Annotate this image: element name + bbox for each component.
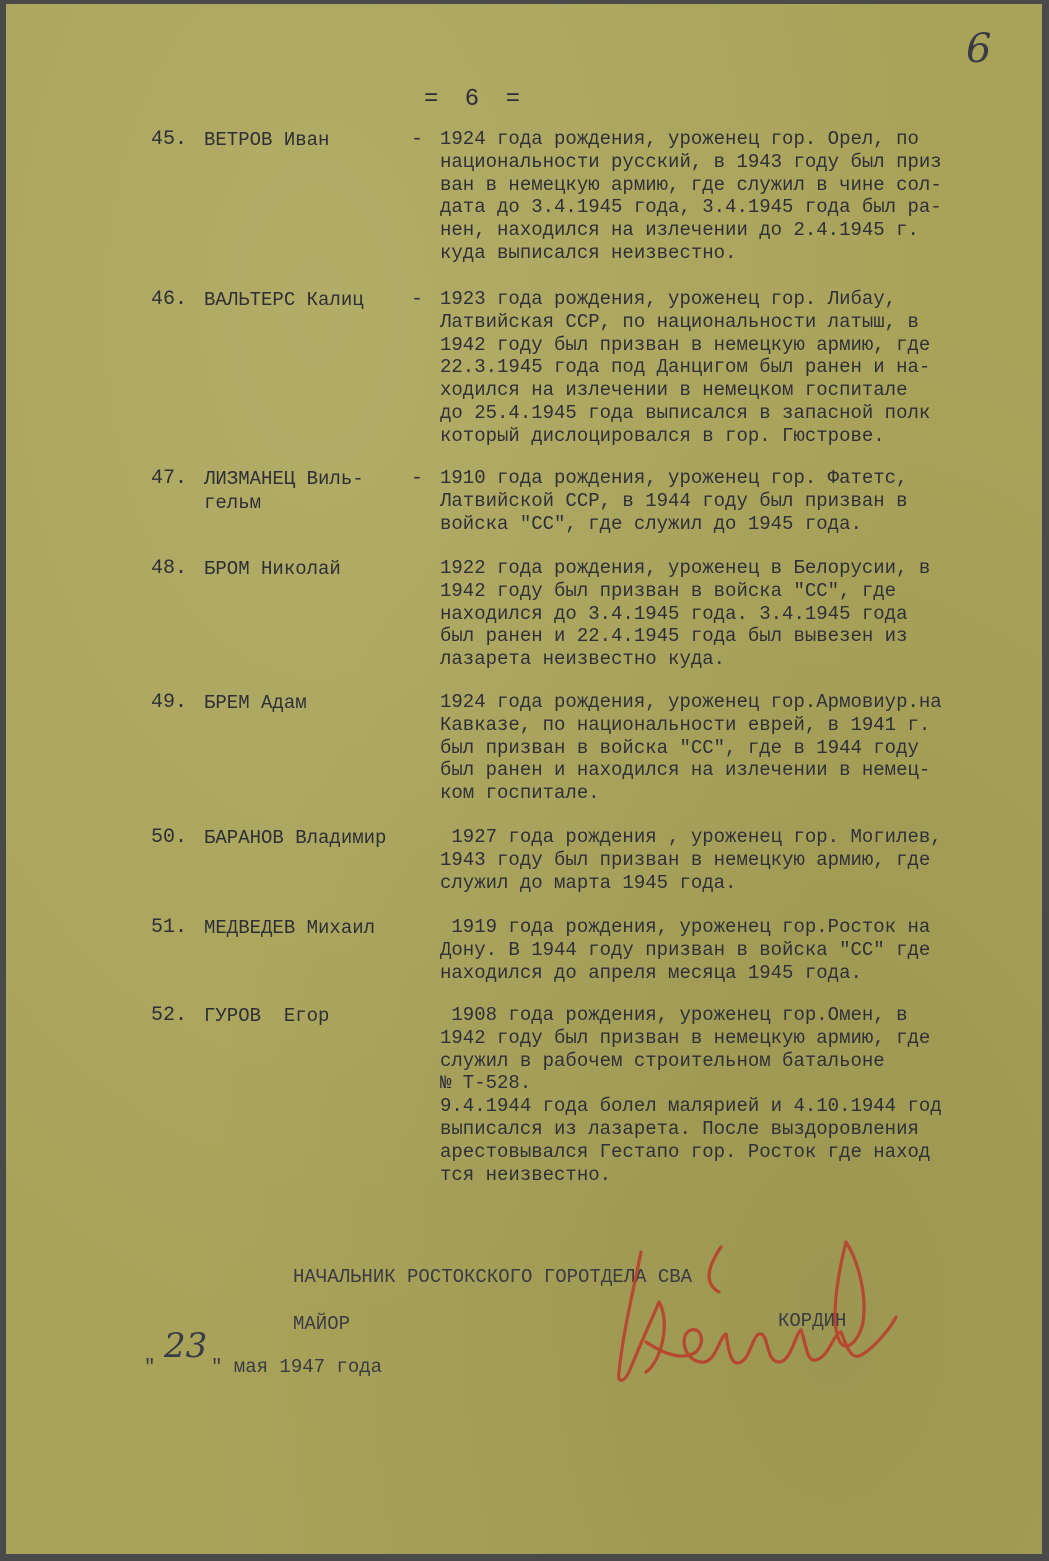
entry-number: 46.	[151, 288, 188, 311]
entry-text: 1908 года рождения, уроженец гор.Омен, в 1942 году был призван в немецкую армию, где служил в рабочем строительном батальоне № Т-528. 9.4.1944 года болел малярией и 4.10.1944 год выписался из лазарета. После выздоровления арестовывался Гестапо гор. Росток где наход тся неизвестно.	[440, 1004, 942, 1186]
person-name: МЕДВЕДЕВ Михаил	[204, 917, 376, 939]
official-rank: МАЙОР	[293, 1313, 351, 1335]
entry-dash: -	[411, 128, 424, 151]
entry-text: 1910 года рождения, уроженец гор. Фатетс, Латвийской ССР, в 1944 году был призван в войска "СС", где служил до 1945 года.	[440, 467, 908, 535]
handwritten-signature	[601, 1222, 901, 1412]
entry-text: 1922 года рождения, уроженец в Белорусии, в 1942 году был призван в войска "СС", где находился до 3.4.1945 года. 3.4.1945 года был ранен и 22.4.1945 года был вывезен из лазарета неизвестно куда.	[440, 557, 931, 671]
person-name: ГУРОВ Егор	[204, 1005, 330, 1027]
entry-dash: -	[411, 288, 424, 311]
official-surname: КОРДИН	[778, 1310, 847, 1332]
date-open-quote: "	[144, 1356, 156, 1378]
date-day-handwritten: 23	[164, 1326, 208, 1366]
entry-text: 1924 года рождения, уроженец гор. Орел, по национальности русский, в 1943 году был приз ван в немецкую армию, где служил в чине сол- дата до 3.4.1945 года, 3.4.1945 года был ра- нен, находился на излечении до 2.4.1945 г. куда выписался неизвестно.	[440, 128, 942, 264]
entry-number: 48.	[151, 557, 188, 580]
entry-number: 49.	[151, 691, 188, 714]
official-position: НАЧАЛЬНИК РОСТОКСКОГО ГОРОТДЕЛА СВА	[293, 1266, 693, 1288]
entry-number: 51.	[151, 916, 188, 939]
entry-text: 1924 года рождения, уроженец гор.Армовиур.на Кавказе, по национальности еврей, в 1941 г. был призван в войска "СС", где в 1944 году был ранен и находился на излечении в немец- ком госпитале.	[440, 691, 942, 805]
entry-text: 1927 года рождения , уроженец гор. Могилев, 1943 году был призван в немецкую армию, где служил до марта 1945 года.	[440, 826, 942, 894]
page-header-number: = 6 =	[424, 86, 527, 113]
person-name: БРЕМ Адам	[204, 692, 307, 714]
entry-dash: -	[411, 467, 424, 490]
entry-text: 1919 года рождения, уроженец гор.Росток на Дону. В 1944 году призван в войска "СС" где находился до апреля месяца 1945 года.	[440, 916, 931, 984]
entry-number: 52.	[151, 1004, 188, 1027]
handwritten-page-number: 6	[966, 26, 992, 72]
entry-number: 45.	[151, 128, 188, 151]
person-name: БРОМ Николай	[204, 558, 341, 580]
signature-block	[6, 4, 1042, 1554]
person-name: ВАЛЬТЕРС Калиц	[204, 289, 364, 311]
document-page	[6, 4, 1042, 1554]
entry-text: 1923 года рождения, уроженец гор. Либау, Латвийская ССР, по национальности латыш, в 1942 году был призван в немецкую армию, где 22.3.1945 года под Данцигом был ранен и на- ходился на излечении в немецком госпитале до 25.4.1945 года выписался в запасной полк который дислоцировался в гор. Гюстрове.	[440, 288, 931, 447]
person-name: БАРАНОВ Владимир	[204, 827, 387, 849]
document-date: " мая 1947 года	[211, 1356, 383, 1378]
person-name: ЛИЗМАНЕЦ Виль- гельм	[204, 468, 364, 514]
entry-number: 47.	[151, 467, 188, 490]
person-name: ВЕТРОВ Иван	[204, 129, 330, 151]
entry-number: 50.	[151, 826, 188, 849]
